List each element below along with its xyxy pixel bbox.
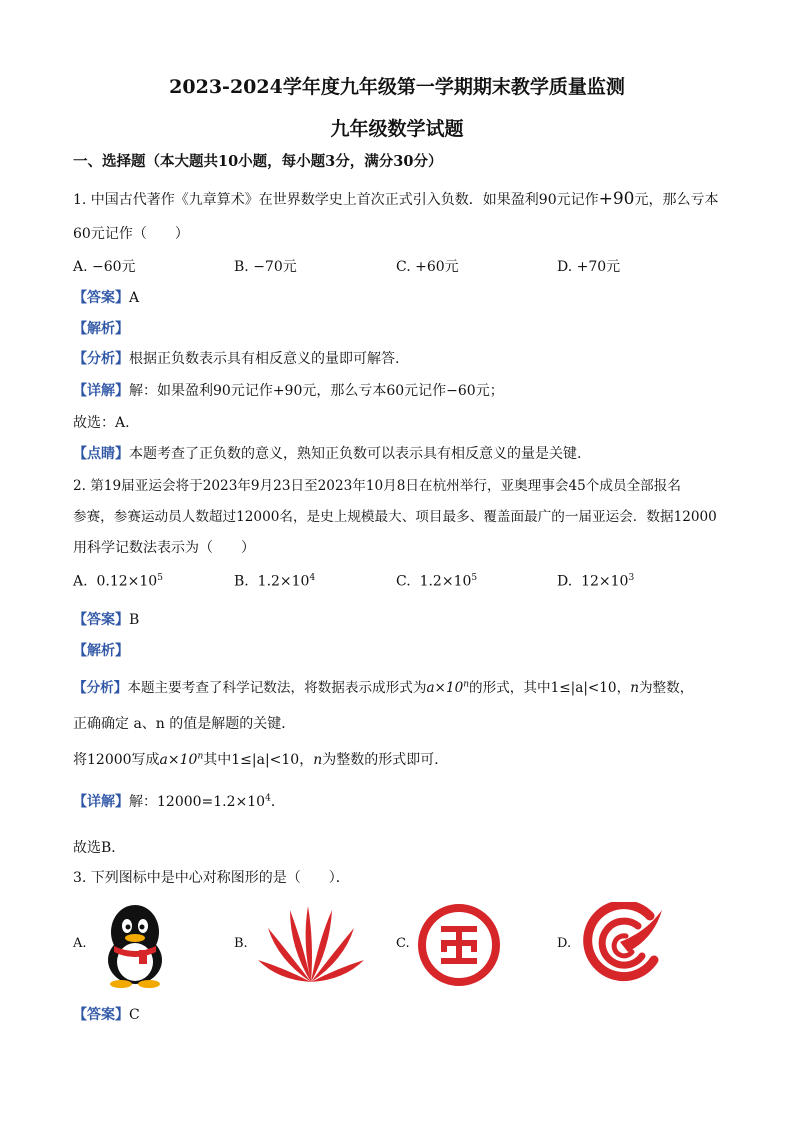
q1-dianjing-text: 本题考查了正负数的意义，熟知正负数可以表示具有相反意义的量是关键. [129, 446, 582, 462]
fenxi-tag: 【分析】 [73, 680, 128, 696]
xiangjie-tag: 【详解】 [73, 794, 129, 810]
q3-answer [73, 1004, 140, 1024]
q2-option-c [396, 573, 477, 590]
option-label: C. [396, 573, 411, 590]
q2-write-text-b: 其中 [203, 752, 232, 768]
q1-dianjing [73, 443, 581, 463]
q1-option-b: B. −70元 [234, 259, 297, 275]
option-exp: 4 [309, 573, 316, 583]
q2-fenxi-text: 本题主要考查了科学记数法，将数据表示成形式为 [127, 680, 427, 696]
option-label: B. [234, 573, 249, 590]
q2-write-line [73, 749, 448, 769]
option-base: 12×10 [581, 573, 629, 590]
q2-xiangjie-text: 解： [129, 794, 157, 810]
q2-write-n: n [313, 752, 323, 768]
answer-tag: 【答案】 [73, 612, 129, 628]
dianjing-tag: 【点睛】 [73, 446, 129, 462]
option-exp: 5 [157, 573, 163, 583]
page-subtitle: 九年级数学试题 [330, 118, 464, 140]
q2-fenxi1 [73, 676, 693, 696]
q2-condition: 1≤|a|<10 [550, 680, 617, 696]
q2-xiangjie-eq: 12000=1.2×10 [157, 794, 266, 810]
q1-tail: 元，那么亏本 [634, 192, 719, 208]
q3-option-d-label: D. [557, 936, 572, 951]
q2-xiangjie-exp: 4 [265, 793, 271, 804]
q1-option-a: A. −60元 [73, 259, 136, 275]
section-heading: 一、选择题（本大题共10小题，每小题3分，满分30分） [73, 153, 443, 170]
option-label: A. [73, 573, 88, 590]
q2-option-d [557, 573, 634, 590]
fenxi-tag: 【分析】 [73, 351, 129, 367]
q2-write-condition: 1≤|a|<10 [231, 752, 300, 768]
q1-fenxi-text: 根据正负数表示具有相反意义的量即可解答. [129, 351, 400, 367]
q2-option-a [73, 573, 163, 590]
q2-write-exp: n [197, 751, 204, 762]
option-exp: 3 [628, 573, 635, 583]
q2-fenxi-text-c: ， [616, 680, 631, 696]
q2-line1: 2. 第19届亚运会将于2023年9月23日至2023年10月8日在杭州举行，亚奥理事会45个成员全部报名 [73, 478, 681, 494]
q3-answer-value: C [129, 1007, 140, 1023]
q2-fenxi-text-b: 的形式，其中 [469, 680, 551, 696]
q2-write-text-c: ， [299, 752, 314, 768]
answer-tag: 【答案】 [73, 1007, 129, 1023]
option-base: 0.12×10 [96, 573, 158, 590]
q2-analysis-tag: 【解析】 [73, 643, 129, 659]
option-base: 1.2×10 [419, 573, 472, 590]
petal-fan-logo-icon [256, 902, 366, 984]
q1-option-c: C. +60元 [396, 259, 459, 275]
q3-option-a-label: A. [73, 936, 87, 951]
q2-line2: 参赛，参赛运动员人数超过12000名，是史上规模最大、项目最多、覆盖面最广的一届亚运会．数据12000 [73, 509, 717, 525]
q2-fenxi-text-d: 为整数， [638, 680, 694, 696]
q2-fenxi2: 正确确定 a、n 的值是解题的关键． [73, 716, 296, 732]
option-base: 1.2×10 [257, 573, 310, 590]
q2-answer [73, 609, 139, 629]
q1-plus90: +90 [598, 189, 635, 209]
option-exp: 5 [471, 573, 478, 583]
q1-xiangjie-text: 解：如果盈利90元记作+90元，那么亏本60元记作−60元； [129, 383, 504, 399]
q2-formula: a×10 [426, 680, 464, 696]
q2-formula-exp: n [463, 679, 470, 690]
q1-line1 [73, 189, 719, 209]
bank-seal-logo-icon [418, 904, 500, 986]
q2-write-text: 将12000写成 [73, 752, 160, 768]
q1-answer-value: A [129, 290, 140, 306]
q1-text: 1. 中国古代著作《九章算术》在世界数学史上首次正式引入负数．如果盈利90元记作 [73, 192, 599, 208]
q3-option-c-label: C. [396, 936, 410, 951]
answer-tag: 【答案】 [73, 290, 129, 306]
q2-line3: 用科学记数法表示为（ ） [73, 540, 255, 556]
swirl-bird-logo-icon [580, 902, 664, 986]
q1-answer [73, 287, 139, 307]
page-title: 2023-2024学年度九年级第一学期期末教学质量监测 [169, 76, 625, 98]
q1-xiangjie [73, 380, 504, 400]
q1-analysis-tag: 【解析】 [73, 321, 129, 337]
option-label: D. [557, 573, 573, 590]
q3-line1: 3. 下列图标中是中心对称图形的是（ ）． [73, 870, 350, 886]
q1-guxuan: 故选：A. [73, 415, 130, 431]
q2-write-text-d: 为整数的形式即可． [322, 752, 449, 768]
q2-xiangjie-end: ． [270, 794, 285, 810]
penguin-logo-icon [96, 902, 174, 988]
q1-fenxi [73, 348, 399, 368]
q2-answer-value: B [129, 612, 140, 628]
xiangjie-tag: 【详解】 [73, 383, 129, 399]
q1-option-d: D. +70元 [557, 259, 621, 275]
q2-write-formula: a×10 [159, 752, 198, 768]
q2-xiangjie [73, 791, 285, 811]
q1-line2: 60元记作（ ） [73, 226, 189, 242]
q3-option-b-label: B. [234, 936, 248, 951]
q2-guxuan: 故选B． [73, 840, 126, 856]
q2-option-b [234, 573, 315, 590]
q2-n: n [630, 680, 639, 696]
